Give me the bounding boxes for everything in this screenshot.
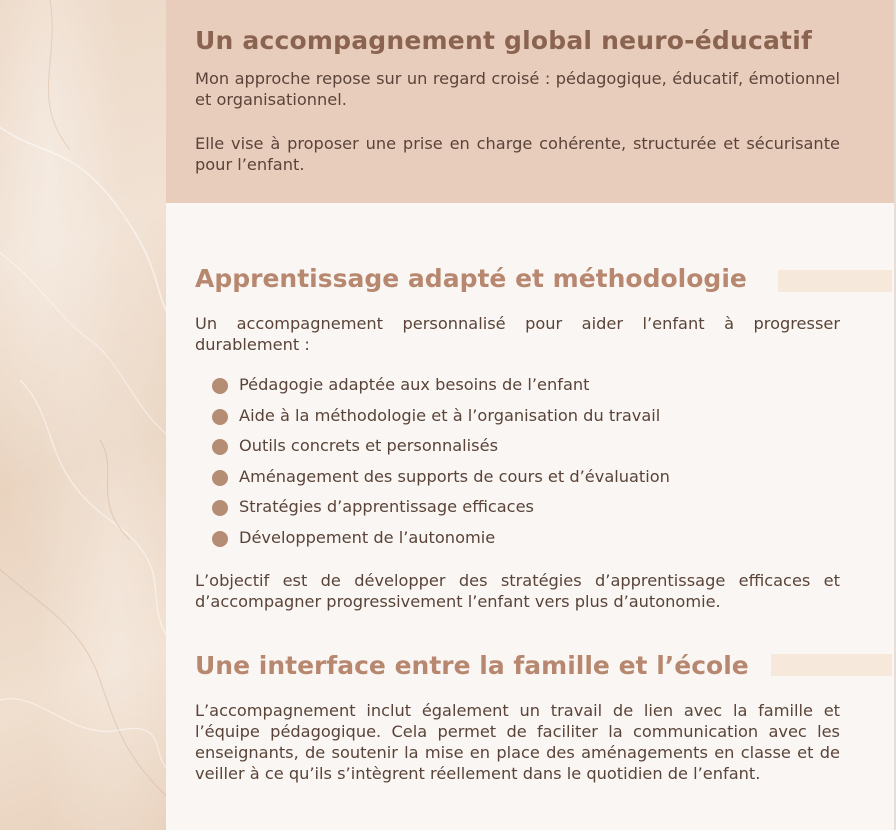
intro-paragraph-2: Elle vise à proposer une prise en charge cohérente, structurée et sécurisante pour l’enfant. <box>195 134 840 174</box>
bullet-dot-icon <box>212 378 228 394</box>
bullet-dot-icon <box>212 470 228 486</box>
apprentissage-title: Apprentissage adapté et méthodologie <box>195 264 747 293</box>
intro-paragraph-1: Mon approche repose sur un regard croisé : pédagogique, éducatif, émotionnel et organisationnel. <box>195 69 840 109</box>
apprentissage-bullet-list <box>210 374 670 557</box>
interface-title: Une interface entre la famille et l’école <box>195 651 749 680</box>
bullet-dot-icon <box>212 531 228 547</box>
section-title-accent-bar <box>778 270 892 292</box>
apprentissage-conclusion: L’objectif est de développer des stratégies d’apprentissage efficaces et d’accompagner progressivement l’enfant vers plus d’autonomie. <box>195 571 840 611</box>
intro-block <box>166 0 894 203</box>
section-title-accent-bar <box>771 654 892 676</box>
bullet-dot-icon <box>212 500 228 516</box>
marble-sidebar <box>0 0 166 830</box>
list-item: Pédagogie adaptée aux besoins de l’enfant <box>210 374 670 405</box>
list-item: Développement de l’autonomie <box>210 527 670 558</box>
bullet-dot-icon <box>212 439 228 455</box>
content-area <box>166 0 896 830</box>
interface-paragraph: L’accompagnement inclut également un travail de lien avec la famille et l’équipe pédagogique. Cela permet de faciliter la communication avec les enseignants, de soutenir la mise en place des aménagements en classe et de veiller à ce qu’ils s’intègrent réellement dans le quotidien de l’enfant. <box>195 701 840 783</box>
marble-veins <box>0 0 166 830</box>
intro-title: Un accompagnement global neuro-éducatif <box>195 26 813 55</box>
list-item: Outils concrets et personnalisés <box>210 435 670 466</box>
list-item: Stratégies d’apprentissage efficaces <box>210 496 670 527</box>
bullet-dot-icon <box>212 409 228 425</box>
apprentissage-intro: Un accompagnement personnalisé pour aider l’enfant à progresser durablement : <box>195 314 840 354</box>
list-item: Aménagement des supports de cours et d’évaluation <box>210 466 670 497</box>
list-item: Aide à la méthodologie et à l’organisation du travail <box>210 405 670 436</box>
